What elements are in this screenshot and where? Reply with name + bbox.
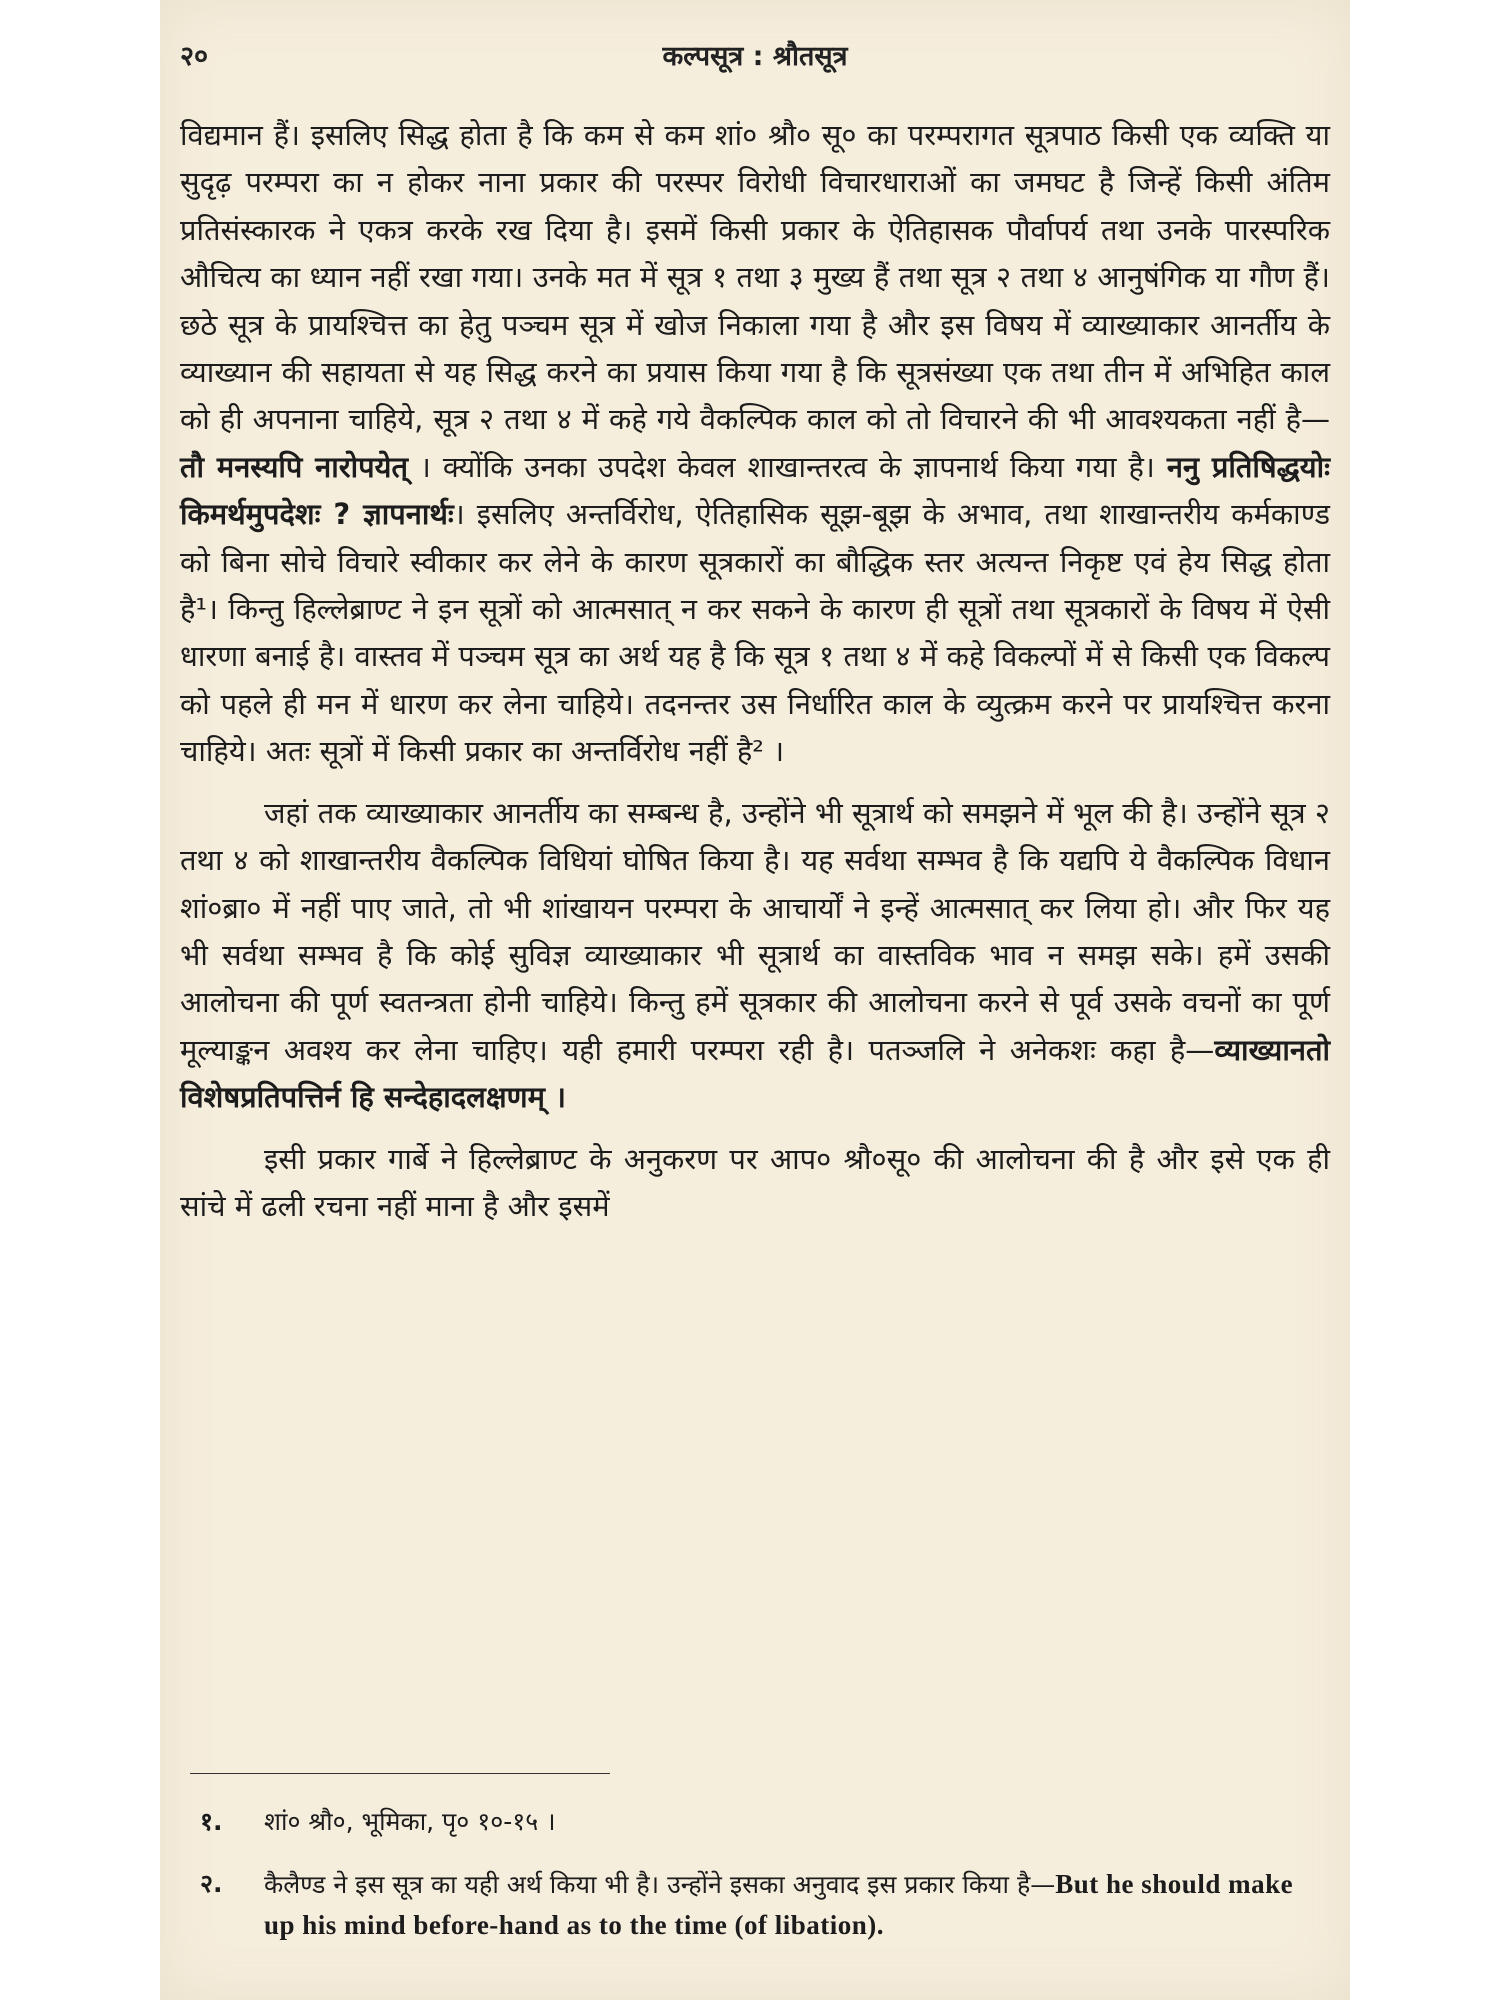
footnote-text-english: But he should make up his mind before-hand as to the time (of libation). <box>264 1869 1294 1940</box>
book-page <box>160 0 1350 2000</box>
paragraph-3: इसी प्रकार गार्बे ने हिल्लेब्राण्ट के अनुकरण पर आप० श्रौ०सू० की आलोचना की है और इसे एक ही सांचे में ढली रचना नहीं माना है और इसमें <box>180 1141 1330 1223</box>
paragraph-1-part-c: । इसलिए अन्तर्विरोध, ऐतिहासिक सूझ-बूझ के अभाव, तथा शाखान्तरीय कर्मकाण्ड को बिना सोचे विचारे स्वीकार कर लेने के कारण सूत्रकारों का बौद्धिक स्तर अत्यन्त निकृष्ट एवं हेय सिद्ध होता है¹। किन्तु हिल्लेब्राण्ट ने इन सूत्रों को आत्मसात् न कर सकने के कारण ही सूत्रों तथा सूत्रकारों के विषय में ऐसी धारणा बनाई है। वास्तव में पञ्चम सूत्र का अर्थ यह है कि सूत्र १ तथा ४ में कहे विकल्पों में से किसी एक विकल्प को पहले ही मन में धारण कर लेना चाहिये। तदनन्तर उस निर्धारित काल के व्युत्क्रम करने पर प्रायश्चित्त करना चाहिये। अतः सूत्रों में किसी प्रकार का अन्तर्विरोध नहीं है² । <box>180 497 1330 769</box>
paragraph-2 <box>180 790 1330 1122</box>
body-text <box>180 112 1330 1230</box>
footnote-divider <box>190 1773 610 1774</box>
page-header <box>180 36 1330 80</box>
footnote-number: १. <box>200 1807 223 1836</box>
sanskrit-quote-2: ननु प्रतिषिद्धयोः किमर्थमुपदेशः ? ज्ञापनार्थः <box>180 449 1331 532</box>
running-title: कल्पसूत्र : श्रौतसूत्र <box>662 41 848 72</box>
paragraph-2-end: । <box>544 1080 567 1115</box>
patanjali-quote: व्याख्यानतो विशेषप्रतिपत्तिर्न हि सन्देहादलक्षणम् <box>180 1032 1330 1115</box>
paragraph-2-part-a: जहां तक व्याख्याकार आनर्तीय का सम्बन्ध है, उन्होंने भी सूत्रार्थ को समझने में भूल की है। उन्होंने सूत्र २ तथा ४ को शाखान्तरीय वैकल्पिक विधियां घोषित किया है। यह सर्वथा सम्भव है कि यद्यपि ये वैकल्पिक विधान शां०ब्रा० में नहीं पाए जाते, तो भी शांखायन परम्परा के आचार्यों ने इन्हें आत्मसात् कर लिया हो। और फिर यह भी सर्वथा सम्भव है कि कोई सुविज्ञ व्याख्याकार भी सूत्रार्थ का वास्तविक भाव न समझ सके। हमें उसकी आलोचना की पूर्ण स्वतन्त्रता होनी चाहिये। किन्तु हमें सूत्रकार की आलोचना करने से पूर्व उसके वचनों का पूर्ण मूल्याङ्कन अवश्य कर लेना चाहिए। यही हमारी परम्परा रही है। पतञ्जलि ने अनेकशः कहा है— <box>180 795 1330 1067</box>
footnote-text-hindi: कैलैण्ड ने इस सूत्र का यही अर्थ किया भी है। उन्होंने इसका अनुवाद इस प्रकार किया है— <box>264 1870 1056 1899</box>
footnote-number: २. <box>200 1869 223 1898</box>
paragraph-1-part-b: । क्योंकि उनका उपदेश केवल शाखान्तरत्व के ज्ञापनार्थ किया गया है। <box>419 449 1155 484</box>
paragraph-1-part-a: विद्यमान हैं। इसलिए सिद्ध होता है कि कम से कम शां० श्रौ० सू० का परम्परागत सूत्रपाठ किसी एक व्यक्ति या सुदृढ़ परम्परा का न होकर नाना प्रकार की परस्पर विरोधी विचारधाराओं का जमघट है जिन्हें किसी अंतिम प्रतिसंस्कारक ने एकत्र करके रख दिया है। इसमें किसी प्रकार के ऐतिहासक पौर्वापर्य तथा उनके पारस्परिक औचित्य का ध्यान नहीं रखा गया। उनके मत में सूत्र १ तथा ३ मुख्य हैं तथा सूत्र २ तथा ४ आनुषंगिक या गौण हैं। छठे सूत्र के प्रायश्चित्त का हेतु पञ्चम सूत्र में खोज निकाला गया है और इस विषय में व्याख्याकार आनर्तीय के व्याख्यान की सहायता से यह सिद्ध करने का प्रयास किया गया है कि सूत्रसंख्या एक तथा तीन में अभिहित काल को ही अपनाना चाहिये, सूत्र २ तथा ४ में कहे गये वैकल्पिक काल को तो विचारने की भी आवश्यकता नहीं है— <box>180 118 1330 437</box>
footnote-1 <box>180 1802 1330 1842</box>
footnote-text: शां० श्रौ०, भूमिका, पृ० १०-१५ । <box>264 1807 556 1836</box>
footnote-2 <box>180 1864 1330 1946</box>
page-number: २० <box>180 41 209 72</box>
paragraph-1 <box>180 112 1330 776</box>
sanskrit-quote-1: तौ मनस्यपि नारोपयेत् <box>180 449 408 484</box>
footnotes <box>180 1802 1330 1946</box>
